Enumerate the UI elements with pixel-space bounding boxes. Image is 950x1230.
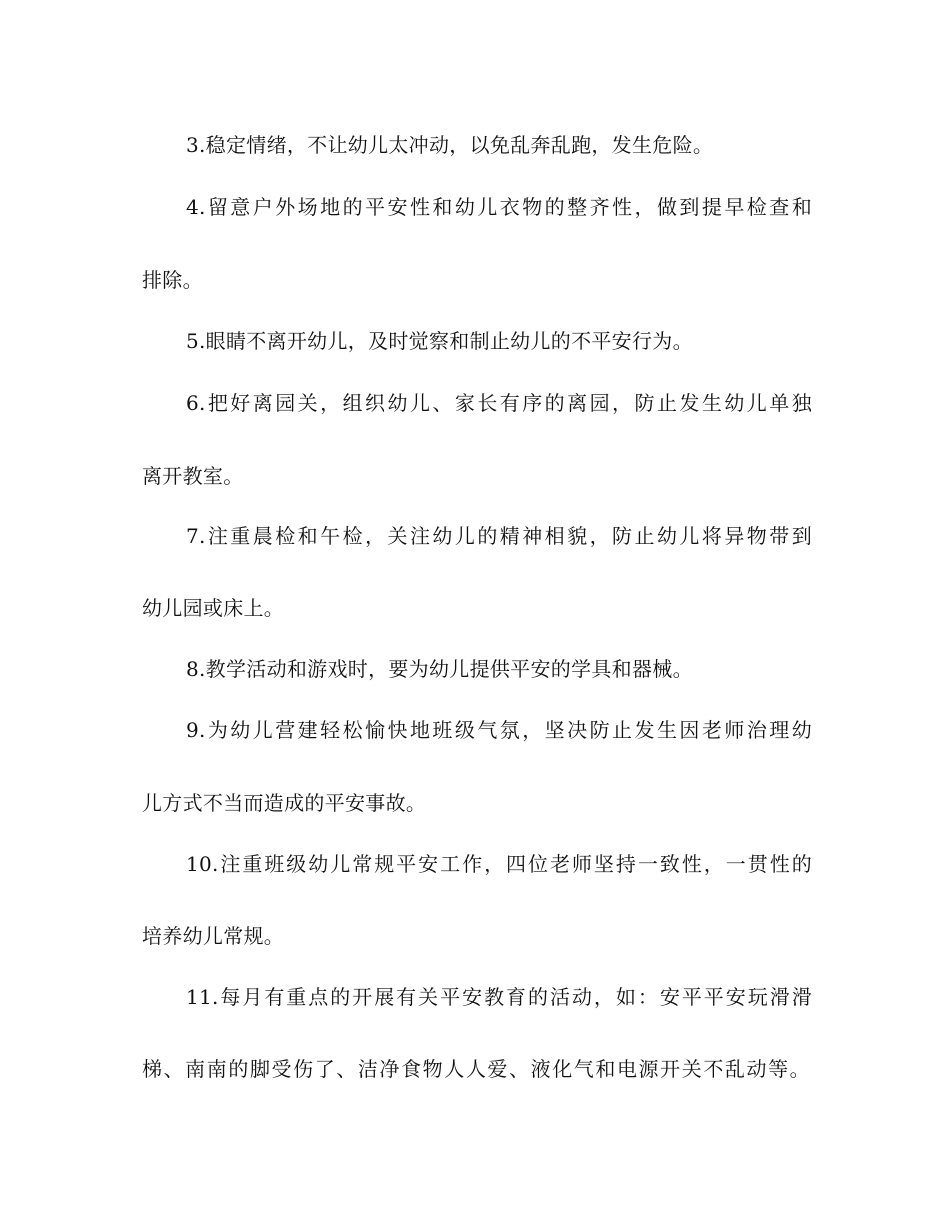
item-8-line-1: 8.教学活动和游戏时，要为幼儿提供平安的学具和器械。: [186, 657, 693, 681]
item-5-line-1: 5.眼睛不离开幼儿，及时觉察和制止幼儿的不平安行为。: [186, 329, 693, 353]
item-9-line-2: 儿方式不当而造成的平安事故。: [142, 791, 427, 815]
item-11-line-2: 梯、南南的脚受伤了、洁净食物人人爱、液化气和电源开关不乱动等。: [142, 1057, 810, 1081]
item-3-line-1: 3.稳定情绪，不让幼儿太冲动，以免乱奔乱跑，发生危险。: [186, 133, 714, 157]
item-7-line-1: 7.注重晨检和午检，关注幼儿的精神相貌，防止幼儿将异物带到: [186, 524, 812, 548]
item-4-line-1: 4.留意户外场地的平安性和幼儿衣物的整齐性，做到提早检查和: [186, 195, 812, 219]
item-10-line-2: 培养幼儿常规。: [142, 924, 285, 948]
item-7-line-2: 幼儿园或床上。: [142, 596, 285, 620]
item-9-line-1: 9.为幼儿营建轻松愉快地班级气氛，坚决防止发生因老师治理幼: [186, 718, 812, 742]
item-10-line-1: 10.注重班级幼儿常规平安工作，四位老师坚持一致性，一贯性的: [186, 852, 812, 876]
item-6-line-2: 离开教室。: [142, 464, 244, 488]
item-4-line-2: 排除。: [142, 268, 203, 292]
item-11-line-1: 11.每月有重点的开展有关平安教育的活动，如：安平平安玩滑滑: [186, 985, 812, 1009]
item-6-line-1: 6.把好离园关，组织幼儿、家长有序的离园，防止发生幼儿单独: [186, 391, 812, 415]
